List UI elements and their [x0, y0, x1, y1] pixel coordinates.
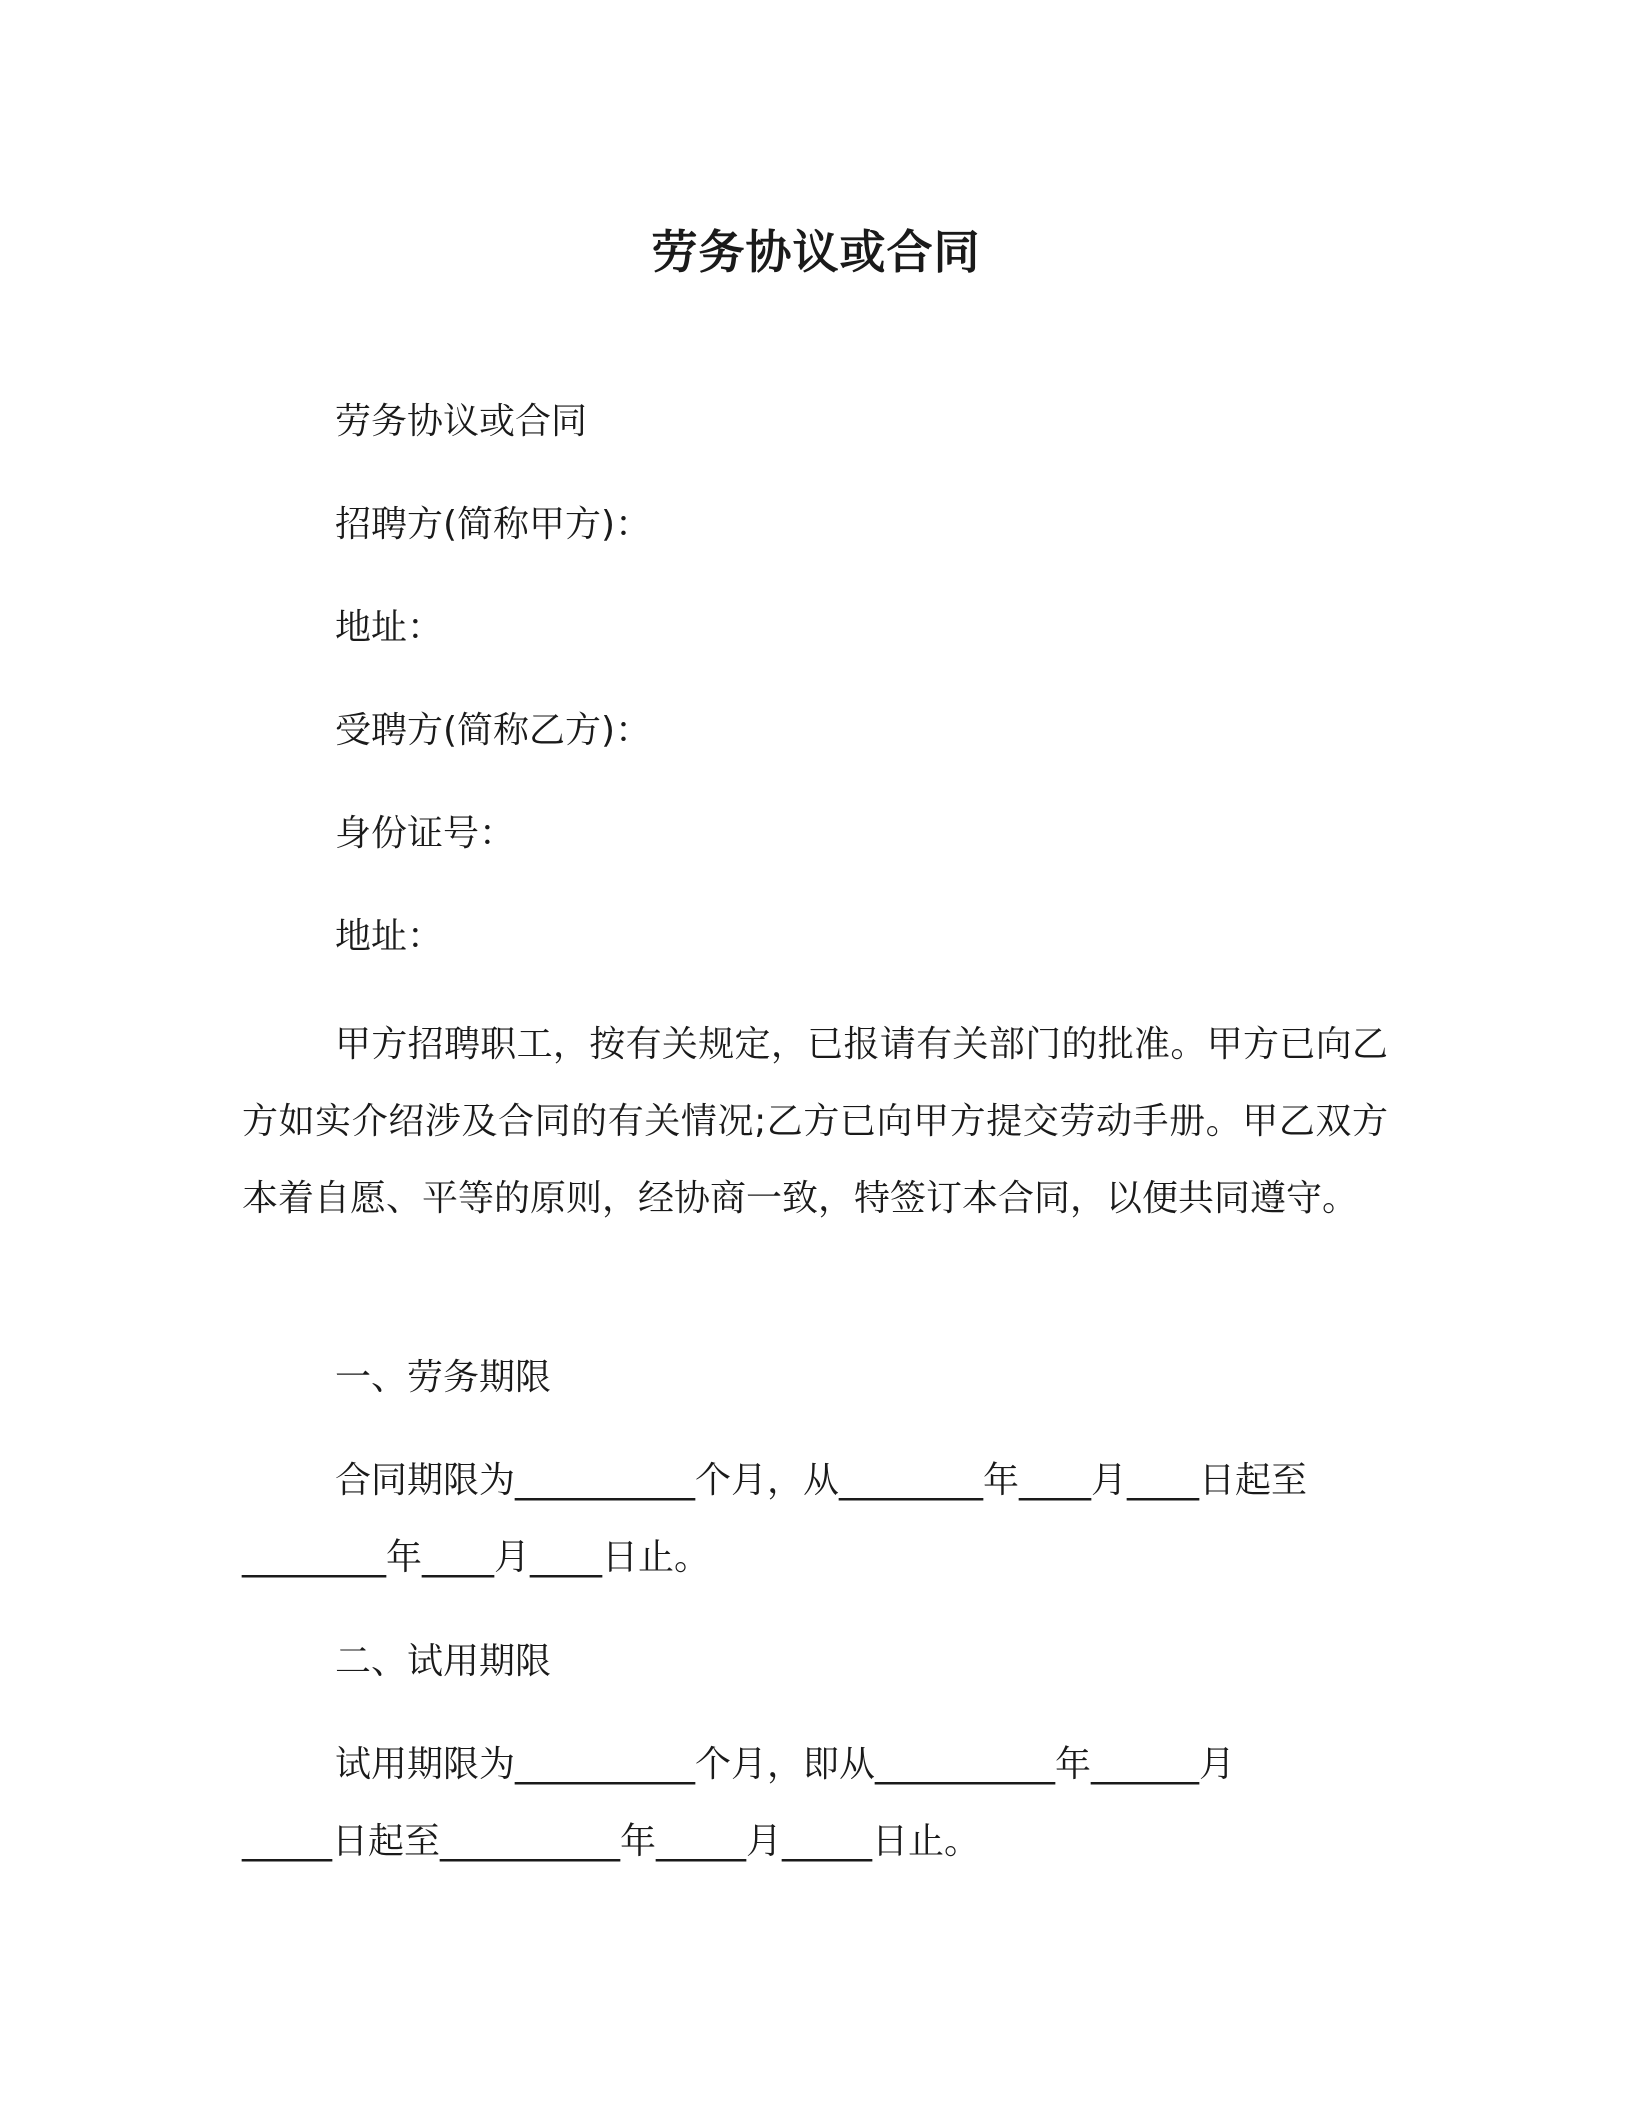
section2-line2: _____日起至__________年_____月_____日止。	[242, 1821, 981, 1862]
section2-line1: 试用期限为__________个月，即从__________年______月	[335, 1744, 1236, 1785]
section2-heading: 二、试用期限	[335, 1641, 552, 1682]
party-b-address-label: 地址：	[335, 916, 444, 957]
document-title: 劳务协议或合同	[651, 225, 981, 279]
party-b-id-label: 身份证号：	[335, 813, 516, 854]
intro-paragraph: 甲方招聘职工，按有关规定，已报请有关部门的批准。甲方已向乙方如实介绍涉及合同的有关情况;乙方已向甲方提交劳动手册。甲乙双方本着自愿、平等的原则，经协商一致，特签订本合同，以便共同遵守。	[242, 1024, 1388, 1219]
section1-line1: 合同期限为__________个月，从________年____月____日起至	[335, 1460, 1308, 1501]
party-b-label: 受聘方(简称乙方)：	[335, 710, 652, 751]
section1-line2: ________年____月____日止。	[242, 1537, 711, 1578]
section1-heading: 一、劳务期限	[335, 1357, 552, 1398]
document-subtitle: 劳务协议或合同	[335, 401, 588, 442]
party-a-label: 招聘方(简称甲方)：	[335, 504, 652, 545]
party-a-address-label: 地址：	[335, 607, 444, 648]
